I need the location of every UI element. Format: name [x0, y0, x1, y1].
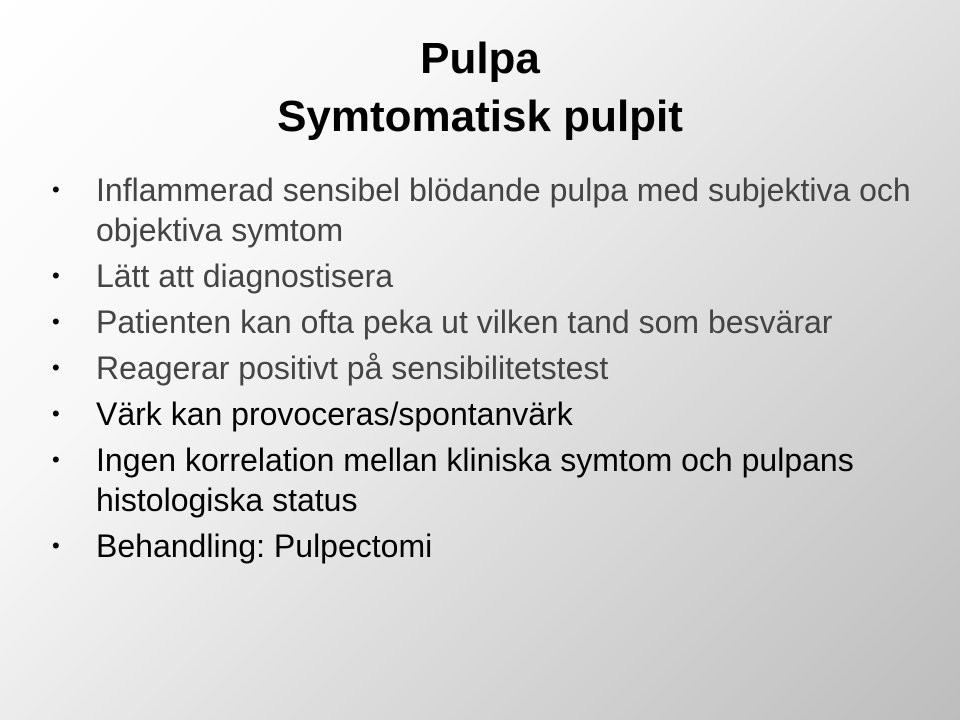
- title-line-2: Symtomatisk pulpit: [277, 92, 683, 141]
- bullet-dot-icon: •: [52, 355, 60, 380]
- bullet-text: Ingen korrelation mellan kliniska symtom och pulpans histologiska status: [96, 442, 854, 518]
- bullet-dot-icon: •: [52, 401, 60, 426]
- slide-title: [0, 30, 960, 146]
- bullet-text: Patienten kan ofta peka ut vilken tand som besvärar: [96, 304, 833, 340]
- bullet-text: Behandling: Pulpectomi: [96, 528, 433, 564]
- bullet-item: [52, 256, 912, 296]
- bullet-dot-icon: •: [52, 309, 60, 334]
- bullet-text: Reagerar positivt på sensibilitetstest: [96, 350, 609, 386]
- bullet-item: [52, 394, 912, 434]
- bullet-item: [52, 526, 912, 566]
- bullet-dot-icon: •: [52, 263, 60, 288]
- bullet-dot-icon: •: [52, 177, 60, 202]
- bullet-dot-icon: •: [52, 533, 60, 558]
- title-line-1: Pulpa: [420, 34, 540, 83]
- bullet-dot-icon: •: [52, 447, 60, 472]
- bullet-item: [52, 302, 912, 342]
- bullet-item: [52, 170, 912, 250]
- bullet-text: Inflammerad sensibel blödande pulpa med subjektiva och objektiva symtom: [96, 172, 911, 248]
- bullet-text: Värk kan provoceras/spontanvärk: [96, 396, 573, 432]
- bullet-text: Lätt att diagnostisera: [96, 258, 394, 294]
- bullet-item: [52, 440, 912, 520]
- bullet-list: [52, 170, 912, 572]
- bullet-item: [52, 348, 912, 388]
